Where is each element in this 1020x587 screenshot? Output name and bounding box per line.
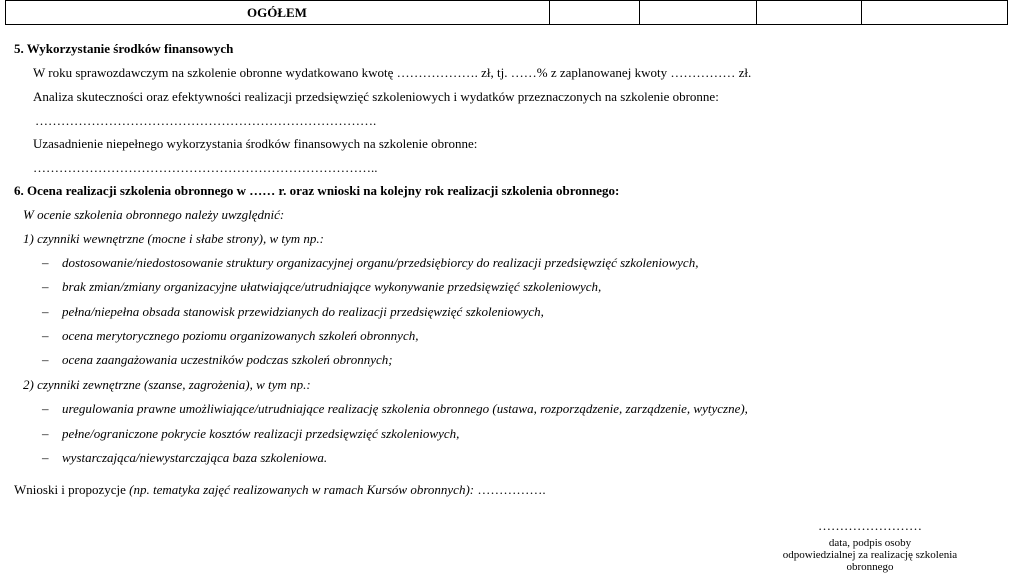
summary-table: [5, 0, 1008, 25]
table-cell: [757, 1, 862, 25]
conclusions-dots: …………….: [477, 482, 546, 497]
dash-bullet: –: [42, 304, 49, 319]
section5-line2: Analiza skuteczności oraz efektywności realizacji przedsięwzięć szkoleniowych i wydatków przeznaczonych na szkolenie obronne:: [33, 89, 719, 104]
section6-heading: 6. Ocena realizacji szkolenia obronnego w …… r. oraz wnioski na kolejny rok realizacji szkolenia obronnego:: [14, 183, 620, 198]
section5-line1: W roku sprawozdawczym na szkolenie obronne wydatkowano kwotę ………………. zł, tj. ……% z zaplanowanej kwoty …………… zł.: [33, 65, 752, 80]
dash-bullet: –: [42, 279, 49, 294]
dash-bullet: –: [42, 328, 49, 343]
dash-bullet: –: [42, 450, 49, 465]
group2-title: 2) czynniki zewnętrzne (szanse, zagrożenia), w tym np.:: [23, 377, 311, 392]
dash-bullet: –: [42, 401, 49, 416]
conclusions-label: Wnioski i propozycje: [14, 482, 126, 497]
section5-heading: 5. Wykorzystanie środków finansowych: [14, 41, 234, 56]
section5-line4: Uzasadnienie niepełnego wykorzystania środków finansowych na szkolenie obronne:: [33, 136, 478, 151]
signature-caption-3: obronnego: [846, 561, 894, 573]
table-cell: [550, 1, 640, 25]
total-label: OGÓŁEM: [6, 1, 550, 25]
section6-intro: W ocenie szkolenia obronnego należy uwzględnić:: [23, 207, 285, 222]
dash-bullet: –: [42, 255, 49, 270]
table-cell: [640, 1, 757, 25]
section5-line5: ……………………………………………………………………..: [33, 160, 378, 175]
signature-caption-1: data, podpis osoby: [828, 537, 912, 549]
group1-title: 1) czynniki wewnętrzne (mocne i słabe strony), w tym np.:: [23, 231, 324, 246]
dash-bullet: –: [42, 352, 49, 367]
dash-bullet: –: [42, 426, 49, 441]
conclusions-hint: (np. tematyka zajęć realizowanych w ramach Kursów obronnych):: [129, 482, 475, 497]
table-cell: [862, 1, 1008, 25]
signature-caption-2: odpowiedzialnej za realizację szkolenia: [782, 549, 958, 561]
conclusions-line: [14, 482, 546, 498]
section5-line3: …………………………………………………………………….: [35, 113, 377, 128]
total-row: [6, 1, 1008, 25]
signature-dots: ……………………: [818, 518, 922, 533]
